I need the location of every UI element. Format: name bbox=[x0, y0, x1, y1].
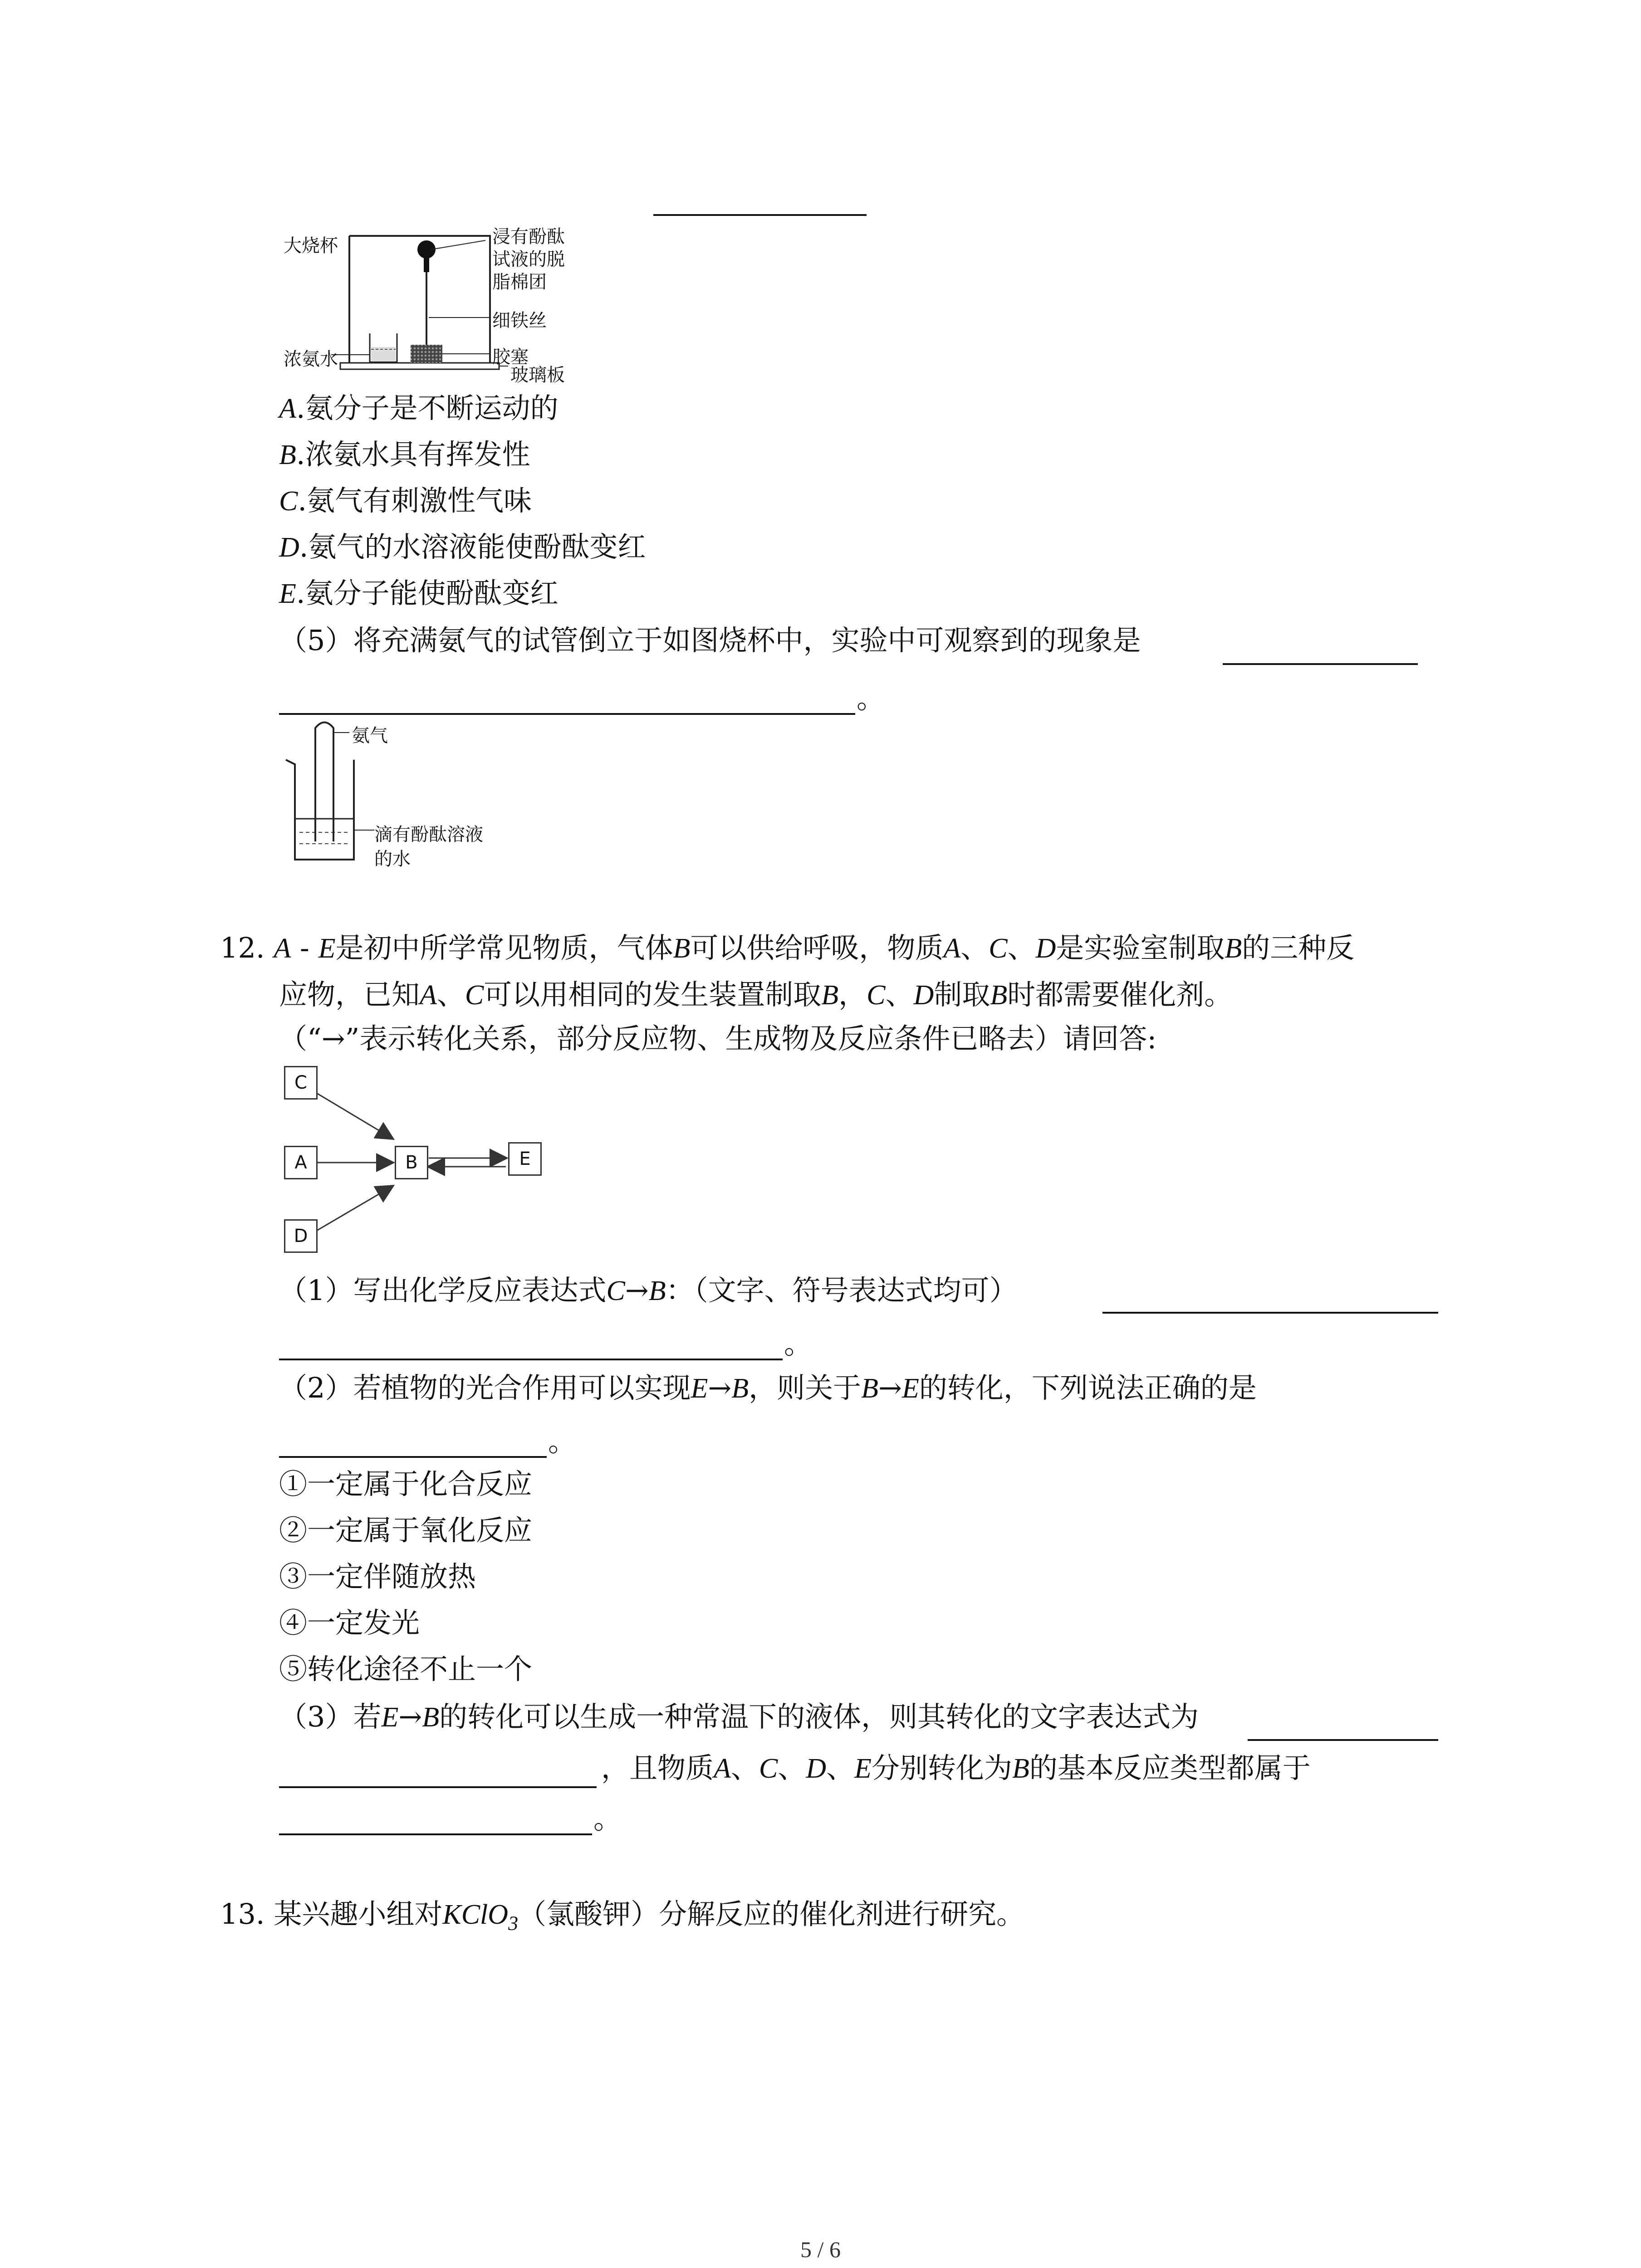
label-beaker: 大烧杯 bbox=[284, 235, 338, 256]
question-12-line1: 12. A - E是初中所学常见物质，气体B可以供给呼吸，物质A、C、D是实验室制取B的三种反 bbox=[220, 931, 1355, 964]
node-a: A bbox=[284, 1146, 318, 1179]
label-cotton-3: 脂棉团 bbox=[492, 272, 547, 293]
label-iron-wire: 细铁丝 bbox=[492, 310, 547, 331]
question-12-line2: 应物，已知A、C可以用相同的发生装置制取B，C、D制取B时都需要催化剂。 bbox=[279, 978, 1233, 1011]
label-phenolphthalein-water-2: 的水 bbox=[374, 849, 411, 870]
question-12-1-end: 。 bbox=[784, 1327, 813, 1360]
option-d: D.氨气的水溶液能使酚酞变红 bbox=[279, 530, 646, 563]
answer-blank-top[interactable] bbox=[653, 214, 867, 216]
node-e: E bbox=[508, 1142, 542, 1176]
node-c: C bbox=[284, 1066, 318, 1100]
label-cotton-2: 试液的脱 bbox=[492, 249, 565, 270]
answer-blank-12-1a[interactable] bbox=[1102, 1312, 1438, 1314]
answer-blank-12-2[interactable] bbox=[279, 1456, 547, 1458]
question-12-1: （1）写出化学反应表达式C→B：（文字、符号表达式均可） bbox=[279, 1274, 1018, 1307]
question-11-5: （5）将充满氨气的试管倒立于如图烧杯中，实验中可观察到的现象是 bbox=[279, 624, 1141, 657]
question-13: 13. 某兴趣小组对KClO$_3$（氯酸钾）分解反应的催化剂进行研究。 bbox=[220, 1897, 1025, 1935]
question-12-2-end: 。 bbox=[548, 1425, 577, 1458]
question-12-3-end: 。 bbox=[593, 1802, 622, 1835]
answer-blank-12-1b[interactable] bbox=[279, 1359, 783, 1360]
question-12-3-line1: （3）若E→B的转化可以生成一种常温下的液体，则其转化的文字表达式为 bbox=[279, 1700, 1199, 1733]
answer-blank-12-3b[interactable] bbox=[279, 1786, 597, 1788]
transformation-diagram bbox=[281, 1066, 563, 1266]
node-d: D bbox=[284, 1219, 318, 1253]
option-b: B.浓氨水具有挥发性 bbox=[279, 438, 530, 471]
answer-blank-11-5a[interactable] bbox=[1223, 663, 1418, 665]
question-12-line3: （“→”表示转化关系，部分反应物、生成物及反应条件已略去）请回答: bbox=[279, 1022, 1157, 1055]
question-11-5-end: 。 bbox=[857, 682, 885, 715]
label-cotton-1: 浸有酚酞 bbox=[492, 226, 565, 247]
statement-1: ①一定属于化合反应 bbox=[279, 1467, 533, 1501]
statement-2: ②一定属于氧化反应 bbox=[279, 1514, 533, 1547]
label-ammonia-gas: 氨气 bbox=[352, 725, 388, 746]
label-glass-plate: 玻璃板 bbox=[510, 365, 565, 386]
question-12-2: （2）若植物的光合作用可以实现E→B，则关于B→E的转化，下列说法正确的是 bbox=[279, 1371, 1257, 1404]
node-b: B bbox=[395, 1146, 428, 1179]
label-stopper: 胶塞 bbox=[492, 347, 529, 367]
statement-5: ⑤转化途径不止一个 bbox=[279, 1652, 533, 1686]
question-12-3-line2: ，且物质A、C、D、E分别转化为B的基本反应类型都属于 bbox=[601, 1751, 1311, 1784]
label-phenolphthalein-water-1: 滴有酚酞溶液 bbox=[374, 824, 483, 845]
option-c: C.氨气有刺激性气味 bbox=[279, 484, 532, 517]
label-ammonia-water: 浓氨水 bbox=[284, 349, 338, 370]
page-number: 5 / 6 bbox=[800, 2237, 841, 2262]
option-a: A.氨分子是不断运动的 bbox=[279, 391, 558, 425]
answer-blank-12-3a[interactable] bbox=[1248, 1739, 1438, 1741]
option-e: E.氨分子能使酚酞变红 bbox=[279, 577, 558, 610]
statement-3: ③一定伴随放热 bbox=[279, 1560, 476, 1593]
statement-4: ④一定发光 bbox=[279, 1606, 420, 1639]
answer-blank-12-3c[interactable] bbox=[279, 1833, 592, 1835]
